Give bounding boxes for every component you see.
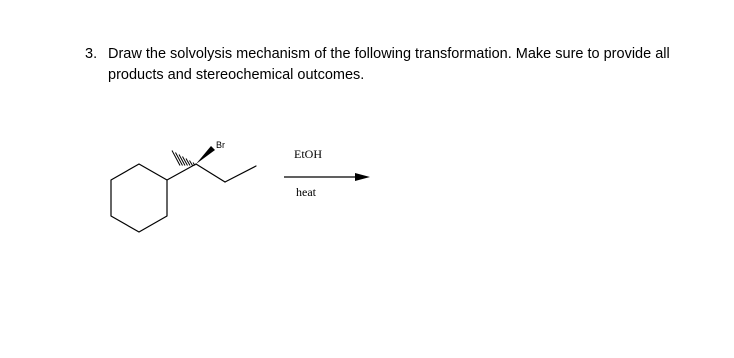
hashed-wedge-bond [172,151,195,166]
cyclohexane-ring [111,164,167,232]
question-text: Draw the solvolysis mechanism of the following transformation. Make sure to provide all products and stereochemical outcomes. [108,46,670,83]
reagent-ethanol: EtOH [294,147,322,161]
ring-to-stereocenter-bond [167,164,196,180]
bromine-atom-label: Br [216,140,225,150]
question-number: 3. [85,46,98,62]
reaction-arrow-head [355,173,370,181]
reagent-heat: heat [296,185,316,199]
bold-wedge-bond [196,146,215,164]
ethyl-chain [196,164,256,182]
